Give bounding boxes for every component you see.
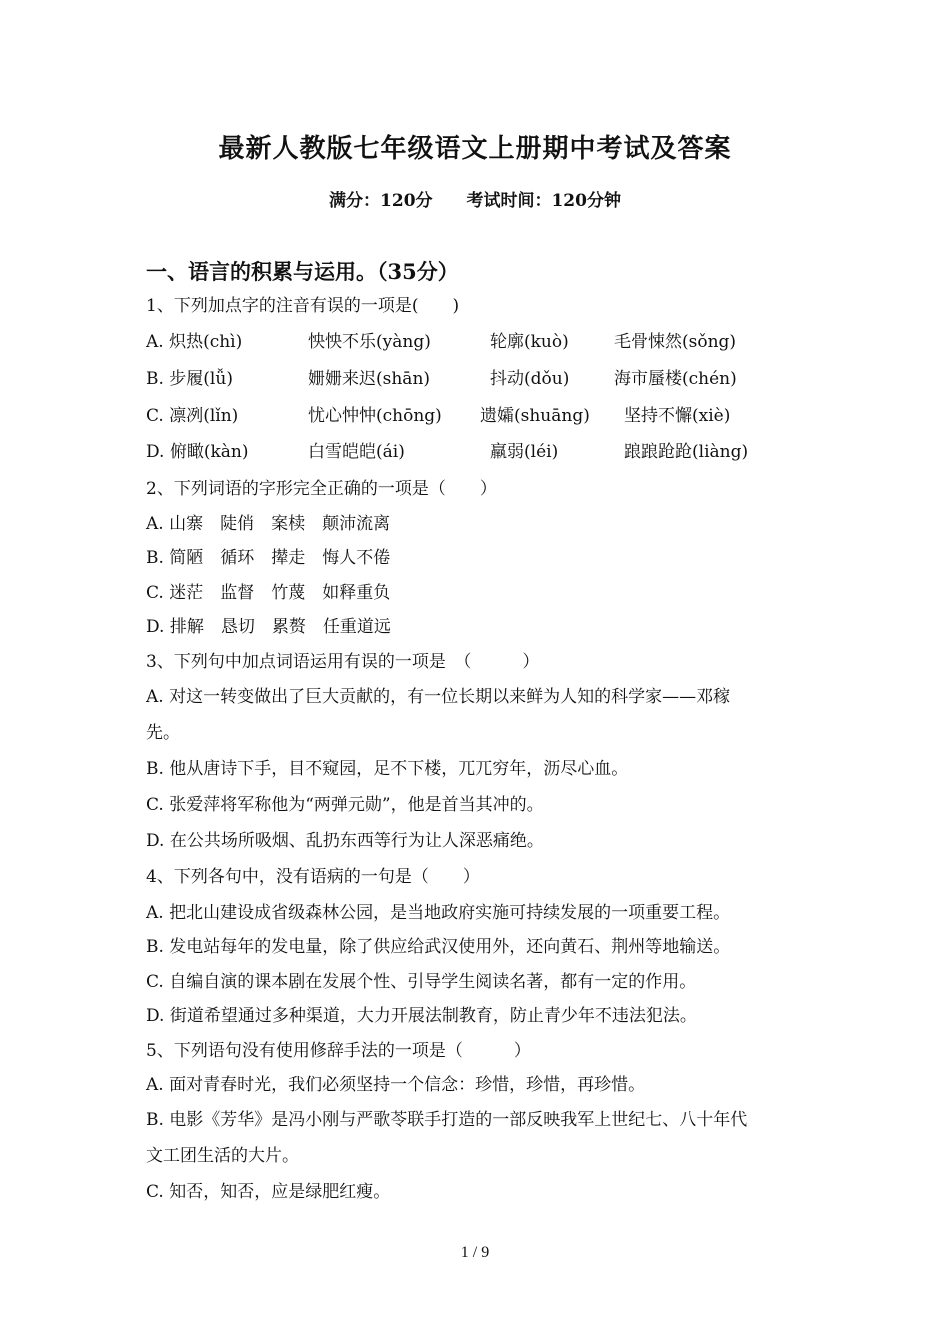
q1-option: A. 炽热(chì) [146, 332, 243, 352]
question-1-stem: 1、下列加点字的注音有误的一项是( ) [146, 296, 460, 316]
question-2-stem: 2、下列词语的字形完全正确的一项是（ ） [146, 479, 497, 499]
q1-option: 轮廓(kuò) [490, 332, 569, 352]
q1-option: 坚持不懈(xiè) [624, 406, 731, 426]
q2-option: B. 简陋 循环 撵走 悔人不倦 [146, 548, 391, 568]
page-title: 最新人教版七年级语文上册期中考试及答案 [218, 134, 732, 164]
q1-option: D. 俯瞰(kàn) [146, 442, 249, 462]
question-5-stem: 5、下列语句没有使用修辞手法的一项是（ ） [146, 1041, 531, 1061]
q1-option: 姗姗来迟(shān) [308, 369, 431, 389]
q2-option: A. 山寨 陡俏 案椟 颠沛流离 [146, 514, 391, 534]
section-heading: 一、语言的积累与运用。（35分） [146, 259, 459, 284]
q4-option: B. 发电站每年的发电量，除了供应给武汉使用外，还向黄石、荆州等地输送。 [146, 937, 731, 957]
q2-option: D. 排解 恳切 累赘 任重道远 [146, 617, 391, 637]
full-score: 满分：120分 [329, 191, 433, 211]
q3-option-b: B. 他从唐诗下手，目不窥园，足不下楼，兀兀穷年，沥尽心血。 [146, 759, 629, 779]
q5-option-c: C. 知否，知否，应是绿肥红瘦。 [146, 1182, 391, 1202]
q4-option: D. 街道希望通过多种渠道，大力开展法制教育，防止青少年不违法犯法。 [146, 1006, 697, 1026]
q3-option-d: D. 在公共场所吸烟、乱扔东西等行为让人深恶痛绝。 [146, 831, 544, 851]
q1-option: 羸弱(léi) [490, 442, 559, 462]
q1-option: 忧心忡忡(chōng) [308, 406, 442, 426]
q1-option: 抖动(dǒu) [490, 369, 570, 389]
q5-option-b-cont: 文工团生活的大片。 [146, 1146, 299, 1166]
exam-info [0, 186, 950, 211]
question-3-stem: 3、下列句中加点词语运用有误的一项是 （ ） [146, 652, 540, 672]
page-number: 1 / 9 [460, 1244, 490, 1261]
q1-option: 海市蜃楼(chén) [614, 369, 737, 389]
q1-option: B. 步履(lǚ) [146, 369, 233, 389]
q5-option-a: A. 面对青春时光，我们必须坚持一个信念：珍惜，珍惜，再珍惜。 [146, 1075, 646, 1095]
q4-option: A. 把北山建设成省级森林公园，是当地政府实施可持续发展的一项重要工程。 [146, 903, 731, 923]
q3-option-a: A. 对这一转变做出了巨大贡献的，有一位长期以来鲜为人知的科学家——邓稼 [146, 687, 731, 707]
exam-time: 考试时间：120分钟 [466, 191, 621, 211]
q3-option-a-cont: 先。 [146, 723, 180, 743]
q1-option: 白雪皑皑(ái) [308, 442, 405, 462]
q2-option: C. 迷茫 监督 竹蔑 如释重负 [146, 583, 391, 603]
q3-option-c: C. 张爱萍将军称他为“两弹元勋”，他是首当其冲的。 [146, 795, 544, 815]
q1-option: 毛骨悚然(sǒng) [614, 332, 737, 352]
q4-option: C. 自编自演的课本剧在发展个性、引导学生阅读名著，都有一定的作用。 [146, 972, 697, 992]
q1-option: 遗孀(shuāng) [480, 406, 590, 426]
q1-option: C. 凛冽(lǐn) [146, 406, 239, 426]
q1-option: 踉踉跄跄(liàng) [624, 442, 749, 462]
q1-option: 怏怏不乐(yàng) [308, 332, 431, 352]
question-4-stem: 4、下列各句中，没有语病的一句是（ ） [146, 867, 480, 887]
q5-option-b: B. 电影《芳华》是冯小刚与严歌苓联手打造的一部反映我军上世纪七、八十年代 [146, 1110, 748, 1130]
